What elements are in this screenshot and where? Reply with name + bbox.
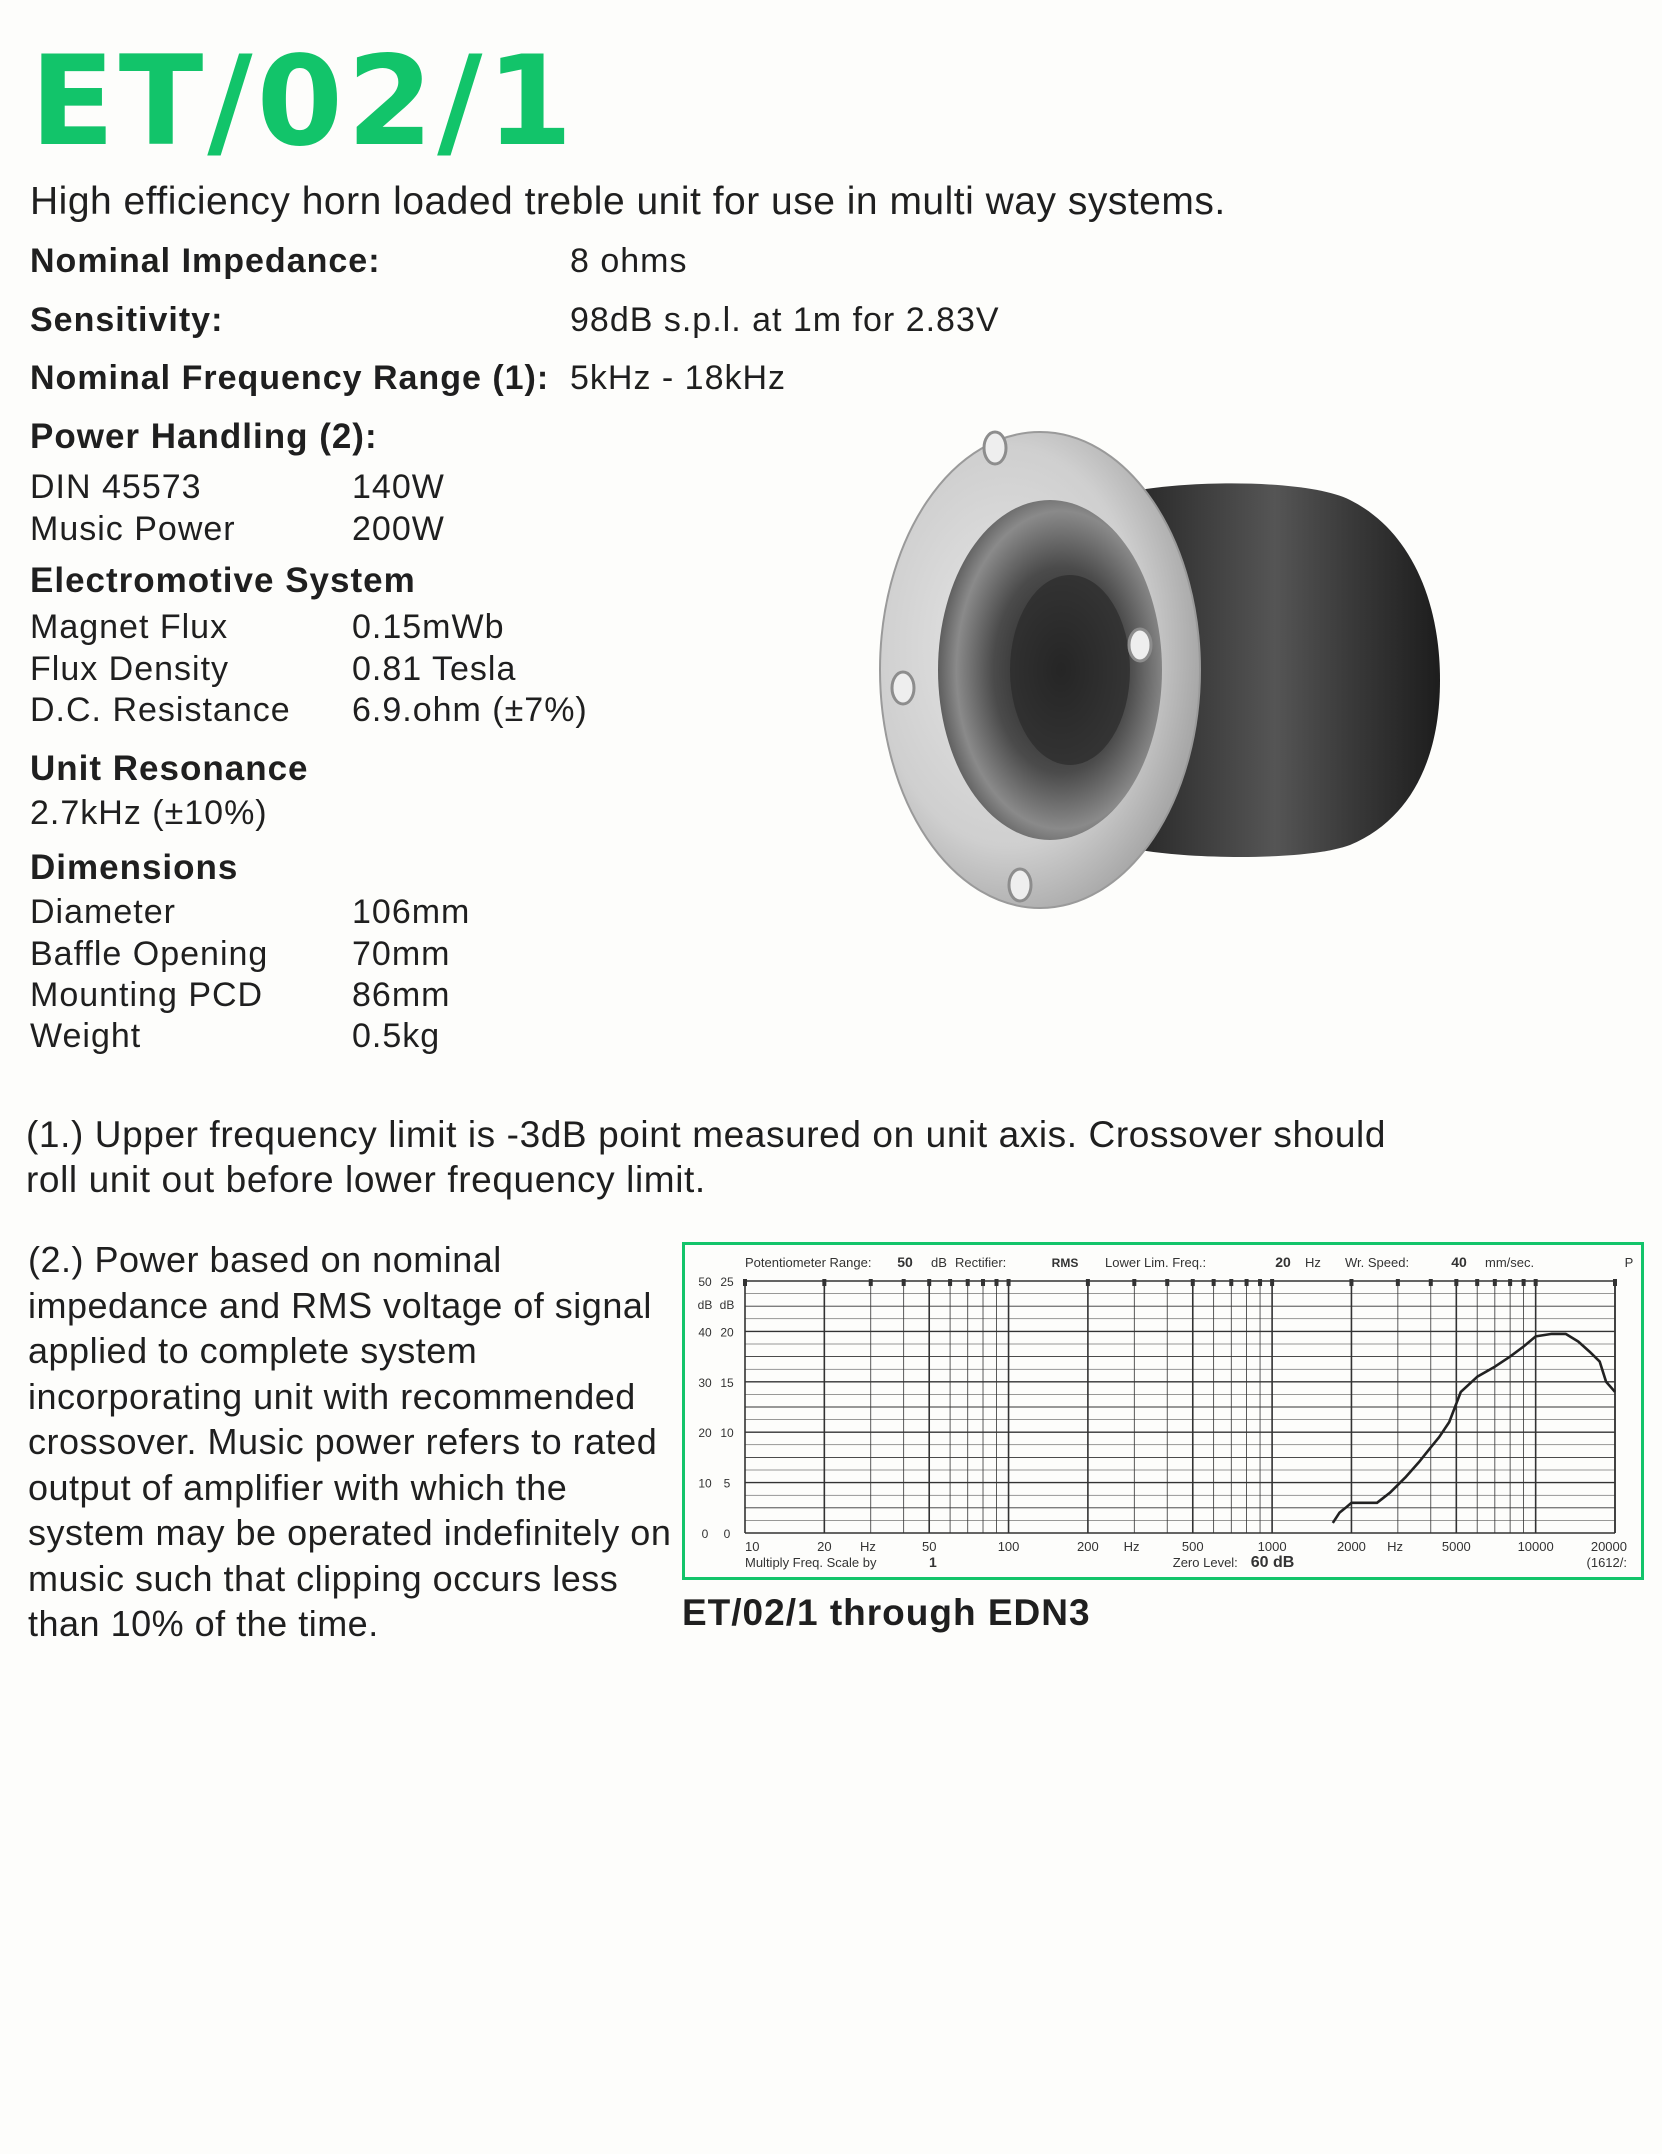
spec-value: 140W: [352, 468, 445, 506]
spec-value: 0.81 Tesla: [352, 650, 517, 688]
top-tick-mark: [1007, 1279, 1011, 1286]
lower-lim-value: 20: [1275, 1254, 1291, 1270]
zero-level-value: 60 dB: [1250, 1554, 1295, 1571]
speed-label: Wr. Speed:: [1345, 1255, 1410, 1270]
x-tick-label: 1000: [1257, 1539, 1287, 1554]
y-unit-inner: dB: [719, 1298, 735, 1312]
top-tick-mark: [981, 1279, 985, 1286]
y-tick-label-inner: 20: [720, 1325, 734, 1340]
dimensions-heading: Dimensions: [30, 848, 239, 887]
spec-row: [30, 468, 445, 507]
top-tick-mark: [927, 1279, 931, 1286]
spec-row: [30, 935, 451, 974]
top-tick-mark: [1229, 1279, 1233, 1286]
x-tick-label: 5000: [1441, 1539, 1471, 1554]
lower-lim-unit: Hz: [1305, 1255, 1321, 1270]
top-tick-mark: [1212, 1279, 1216, 1286]
spec-row: [30, 976, 451, 1015]
top-tick-mark: [1429, 1279, 1433, 1286]
top-tick-mark: [902, 1279, 906, 1286]
power-handling-heading: Power Handling (2):: [30, 417, 378, 456]
y-tick-label-inner: 0: [723, 1527, 731, 1541]
top-tick-mark: [1522, 1279, 1526, 1286]
spec-value: 106mm: [352, 893, 471, 931]
rectifier-label: Rectifier:: [955, 1255, 1007, 1270]
top-tick-mark: [1475, 1279, 1479, 1286]
y-tick-label-inner: 25: [720, 1275, 734, 1289]
electromotive-heading: Electromotive System: [30, 561, 416, 600]
pot-range-unit: dB: [931, 1255, 947, 1270]
spec-value: 0.5kg: [352, 1017, 441, 1055]
top-tick-mark: [1493, 1279, 1497, 1286]
pot-range-label: Potentiometer Range:: [745, 1255, 872, 1270]
response-chart-svg: [685, 1245, 1641, 1577]
spec-label: Weight: [30, 1017, 142, 1055]
top-tick-mark: [1165, 1279, 1169, 1286]
sensitivity-label: Sensitivity:: [30, 301, 224, 339]
tweeter-photo: [840, 370, 1480, 970]
response-chart: [682, 1242, 1644, 1580]
y-tick-label-inner: 10: [720, 1426, 734, 1441]
pot-range-value: 50: [897, 1254, 913, 1270]
zero-level-label: Zero Level:: [1172, 1555, 1238, 1570]
top-tick-mark: [1508, 1279, 1512, 1286]
y-unit-outer: dB: [697, 1298, 713, 1312]
x-tick-label: 200: [1077, 1539, 1099, 1554]
horn-throat: [1010, 575, 1130, 765]
top-tick-mark: [1454, 1279, 1458, 1286]
x-tick-label: 50: [921, 1539, 937, 1554]
x-tick-label: 500: [1181, 1539, 1204, 1554]
y-tick-label-outer: 30: [698, 1375, 712, 1390]
top-tick-mark: [1270, 1279, 1274, 1286]
spec-label: DIN 45573: [30, 468, 202, 506]
frequency-range-label: Nominal Frequency Range (1):: [30, 359, 550, 397]
x-tick-label: 10000: [1517, 1539, 1554, 1554]
top-tick-mark: [1132, 1279, 1136, 1286]
spec-row: [30, 893, 471, 932]
spec-row: [30, 1017, 441, 1056]
x-unit-label: Hz: [860, 1539, 876, 1554]
spec-label: Flux Density: [30, 650, 230, 688]
lower-lim-label: Lower Lim. Freq.:: [1105, 1255, 1207, 1270]
frequency-range-value: 5kHz - 18kHz: [570, 359, 787, 397]
mounting-hole: [892, 672, 914, 704]
spec-value: 70mm: [352, 935, 451, 973]
top-tick-mark: [966, 1279, 970, 1286]
top-tick-mark: [1349, 1279, 1353, 1286]
y-tick-label-outer: 50: [698, 1275, 712, 1289]
speed-value: 40: [1451, 1254, 1467, 1270]
spec-row: [30, 650, 517, 689]
y-tick-label-outer: 20: [698, 1426, 712, 1441]
page-title: ET/02/1: [30, 30, 577, 174]
y-tick-label-inner: 15: [720, 1375, 734, 1390]
top-tick-mark: [822, 1279, 826, 1286]
spec-row: [30, 510, 445, 549]
spec-label: Magnet Flux: [30, 608, 229, 646]
spec-label: Mounting PCD: [30, 976, 264, 1014]
top-tick-mark: [1245, 1279, 1249, 1286]
top-tick-mark: [1534, 1279, 1538, 1286]
sensitivity-value: 98dB s.p.l. at 1m for 2.83V: [570, 301, 1000, 339]
chart-code: (1612/:: [1586, 1555, 1627, 1570]
corner-label: P: [1624, 1255, 1634, 1270]
top-tick-mark: [948, 1279, 952, 1286]
spec-value: 0.15mWb: [352, 608, 505, 646]
top-tick-mark: [994, 1279, 998, 1286]
top-tick-mark: [743, 1279, 747, 1286]
mounting-hole: [1009, 869, 1031, 901]
resonance-heading: Unit Resonance: [30, 749, 309, 788]
impedance-value: 8 ohms: [570, 242, 688, 280]
response-curve: [1333, 1334, 1615, 1523]
footnote-2: (2.) Power based on nominal impedance and RMS voltage of signal applied to complete system incorporating unit with recommended crossover. Music power refers to rated output of amplifier with which the system may be operated indefinitely on music such that clipping occurs less than 10% of the time.: [28, 1239, 672, 1644]
impedance-label: Nominal Impedance:: [30, 242, 381, 280]
y-tick-label-inner: 5: [723, 1476, 731, 1491]
rectifier-value: RMS: [1051, 1256, 1079, 1270]
top-tick-mark: [1086, 1279, 1090, 1286]
spec-label: Baffle Opening: [30, 935, 269, 973]
x-unit-label: Hz: [1123, 1539, 1140, 1554]
y-tick-label-outer: 40: [698, 1325, 712, 1340]
top-tick-mark: [1191, 1279, 1195, 1286]
spec-value: 86mm: [352, 976, 451, 1014]
spec-label: Music Power: [30, 510, 236, 548]
x-tick-label: 20: [817, 1539, 832, 1554]
mounting-hole: [1129, 629, 1151, 661]
x-tick-label: 10: [745, 1539, 760, 1554]
top-tick-mark: [869, 1279, 873, 1286]
mounting-hole: [984, 432, 1006, 464]
y-tick-label-outer: 0: [701, 1527, 709, 1541]
intro-text: High efficiency horn loaded treble unit for use in multi way systems.: [30, 180, 1226, 223]
spec-label: Diameter: [30, 893, 176, 931]
x-tick-label: 2000: [1336, 1539, 1366, 1554]
spec-row: [30, 691, 588, 730]
speed-unit: mm/sec.: [1485, 1255, 1535, 1270]
x-unit-label: Hz: [1387, 1539, 1404, 1554]
spec-value: 200W: [352, 510, 445, 548]
y-tick-label-outer: 10: [698, 1476, 712, 1491]
x-tick-label: 20000: [1590, 1539, 1627, 1554]
footnote-1: (1.) Upper frequency limit is -3dB point measured on unit axis. Crossover should roll unit out before lower frequency limit.: [26, 1114, 1387, 1200]
spec-label: D.C. Resistance: [30, 691, 291, 729]
x-tick-label: 100: [997, 1539, 1020, 1554]
spec-row: [30, 608, 505, 647]
spec-value: 6.9.ohm (±7%): [352, 691, 588, 729]
chart-caption: ET/02/1 through EDN3: [682, 1592, 1091, 1633]
top-tick-mark: [1396, 1279, 1400, 1286]
multiply-label: Multiply Freq. Scale by: [745, 1555, 877, 1570]
resonance-value: 2.7kHz (±10%): [30, 794, 268, 832]
top-tick-mark: [1613, 1279, 1617, 1286]
top-tick-mark: [1258, 1279, 1262, 1286]
multiply-value: 1: [929, 1554, 937, 1570]
